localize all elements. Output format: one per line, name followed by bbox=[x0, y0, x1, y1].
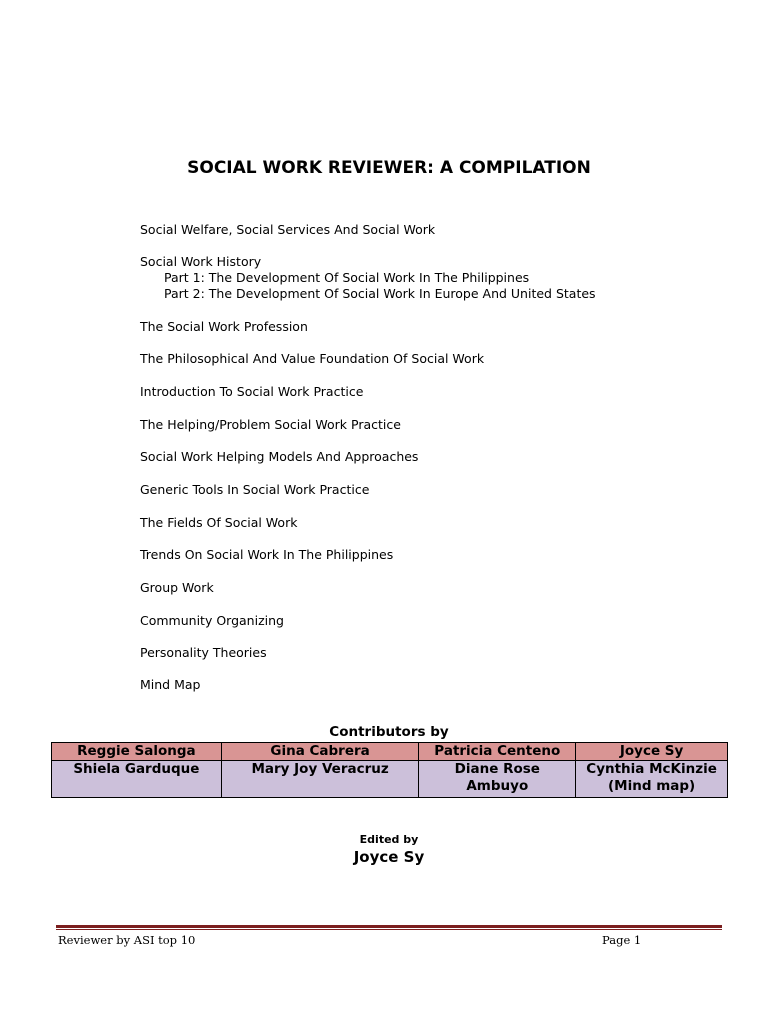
toc-item: Mind Map bbox=[140, 677, 201, 692]
toc-item: Social Welfare, Social Services And Social Work bbox=[140, 222, 436, 237]
toc-item: Social Work History bbox=[140, 254, 262, 269]
editor-name: Joyce Sy bbox=[353, 848, 425, 866]
contributor-cell: Gina Cabrera bbox=[221, 743, 419, 761]
toc-item: Personality Theories bbox=[140, 645, 267, 660]
toc-item: Generic Tools In Social Work Practice bbox=[140, 482, 370, 497]
contributor-cell: Joyce Sy bbox=[576, 743, 728, 761]
contributor-name: Cynthia McKinzie bbox=[586, 761, 717, 777]
contributors-table bbox=[51, 742, 728, 798]
toc-item: The Fields Of Social Work bbox=[140, 515, 298, 530]
contributor-cell: Mary Joy Veracruz bbox=[221, 761, 419, 798]
toc-item: The Philosophical And Value Foundation Of Social Work bbox=[140, 351, 485, 366]
document-title: SOCIAL WORK REVIEWER: A COMPILATION bbox=[187, 158, 591, 178]
page-number: Page 1 bbox=[602, 933, 642, 947]
toc-item: Community Organizing bbox=[140, 613, 284, 628]
toc-item: Introduction To Social Work Practice bbox=[140, 384, 364, 399]
table-row bbox=[52, 743, 728, 761]
edited-by-label: Edited by bbox=[359, 833, 419, 846]
toc-item: Group Work bbox=[140, 580, 214, 595]
table-row bbox=[52, 761, 728, 798]
toc-item: The Social Work Profession bbox=[140, 319, 308, 334]
contributor-note: (Mind map) bbox=[607, 778, 696, 794]
contributor-cell: Reggie Salonga bbox=[52, 743, 222, 761]
toc-item: The Helping/Problem Social Work Practice bbox=[140, 417, 401, 432]
contributor-cell bbox=[576, 761, 728, 798]
contributor-cell: Diane Rose Ambuyo bbox=[419, 761, 576, 798]
contributors-heading: Contributors by bbox=[329, 724, 449, 740]
footer-divider-thin bbox=[56, 929, 722, 930]
footer-text: Reviewer by ASI top 10 bbox=[58, 933, 196, 947]
toc-item: Trends On Social Work In The Philippines bbox=[140, 547, 394, 562]
contributor-cell: Shiela Garduque bbox=[52, 761, 222, 798]
footer-divider bbox=[56, 925, 722, 928]
toc-subitem: Part 1: The Development Of Social Work In The Philippines bbox=[164, 270, 530, 285]
contributor-cell: Patricia Centeno bbox=[419, 743, 576, 761]
toc-subitem: Part 2: The Development Of Social Work In Europe And United States bbox=[164, 286, 596, 301]
toc-item: Social Work Helping Models And Approaches bbox=[140, 449, 419, 464]
